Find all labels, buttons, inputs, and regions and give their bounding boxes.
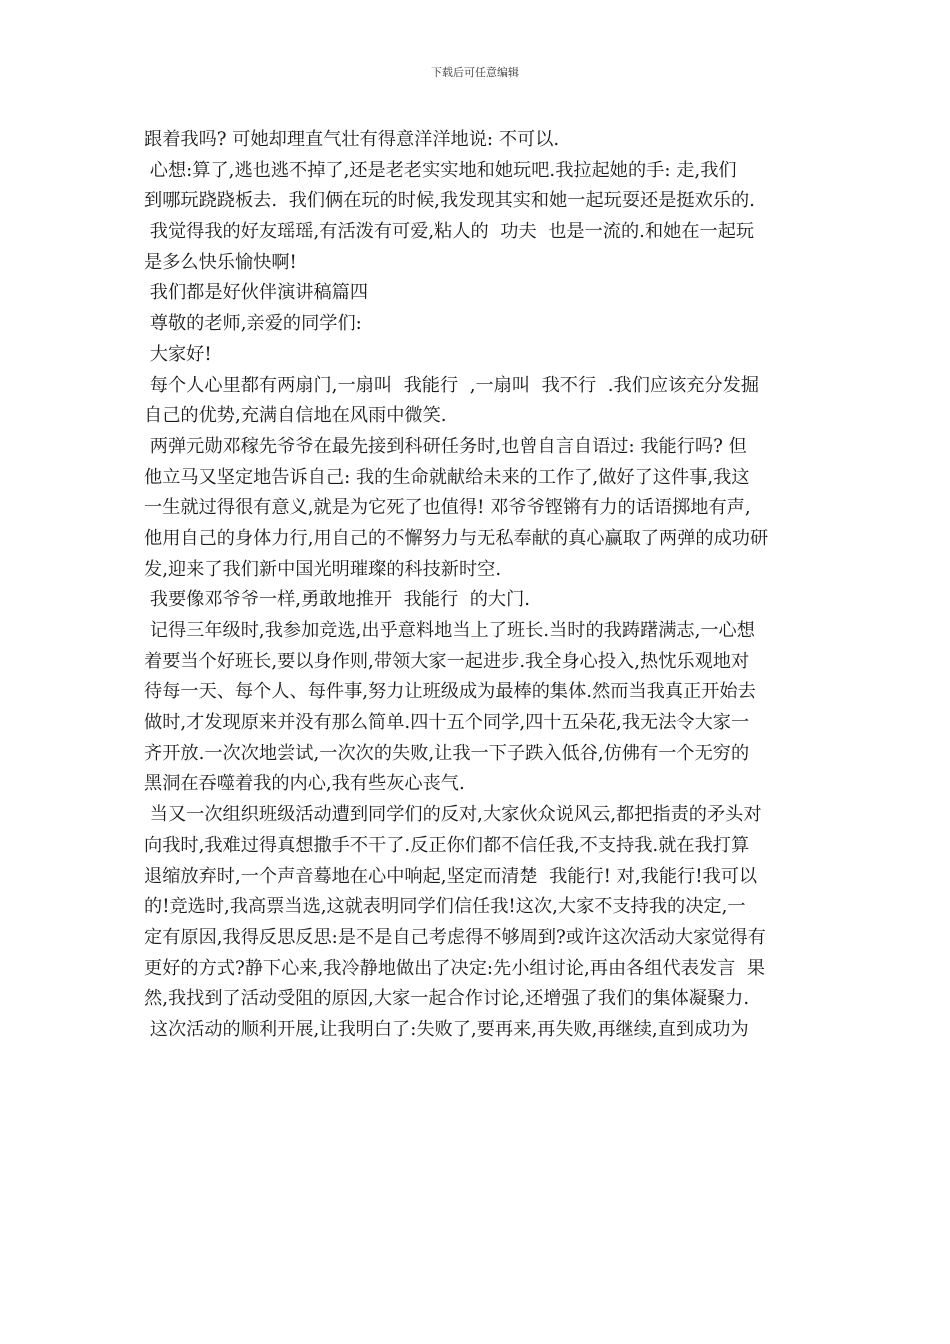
document-body [144,125,810,1046]
text-line-11: 两弹元勋邓稼先爷爷在最先接到科研任务时,也曾自言自语过: 我能行吗? 但 [144,435,747,457]
text-line-5: 是多么快乐愉快啊! [144,251,297,273]
text-line-12: 他立马又坚定地告诉自己: 我的生命就献给未来的工作了,做好了这件事,我这 [144,466,750,488]
text-line-14: 他用自己的身体力行,用自己的不懈努力与无私奉献的真心赢取了两弹的成功研 [144,527,769,549]
text-line-21: 齐开放.一次次地尝试,一次次的失败,让我一下子跌入低谷,仿佛有一个无穷的 [144,742,750,764]
text-line-3: 到哪玩跷跷板去. 我们俩在玩的时候,我发现其实和她一起玩耍还是挺欢乐的. [144,190,755,212]
salutation: 尊敬的老师,亲爱的同学们: [144,313,362,335]
text-line-24: 向我时,我难过得真想撒手不干了.反正你们都不信任我,不支持我.就在我打算 [144,834,750,856]
text-line-18: 着要当个好班长,要以身作则,带领大家一起进步.我全身心投入,热忱乐观地对 [144,650,750,672]
page-header: 下载后可任意编辑 [431,66,519,79]
text-line-29: 然,我找到了活动受阻的原因,大家一起合作讨论,还增强了我们的集体凝聚力. [144,988,750,1010]
text-line-4: 我觉得我的好友瑶瑶,有活泼有可爱,粘人的 功夫 也是一流的.和她在一起玩 [144,221,755,243]
text-line-30: 这次活动的顺利开展,让我明白了:失败了,要再来,再失败,再继续,直到成功为 [144,1018,749,1040]
text-line-15: 发,迎来了我们新中国光明璀璨的科技新时空. [144,558,502,580]
text-line-25: 退缩放弃时,一个声音蓦地在心中响起,坚定而清楚 我能行! 对,我能行!我可以 [144,865,758,887]
text-line-17: 记得三年级时,我参加竞选,出乎意料地当上了班长.当时的我踌躇满志,一心想 [144,620,755,641]
text-line-2: 心想:算了,逃也逃不掉了,还是老老实实地和她玩吧.我拉起她的手: 走,我们 [144,159,737,181]
text-line-27: 定有原因,我得反思反思:是不是自己考虑得不够周到?或许这次活动大家觉得有 [144,926,766,948]
text-line-22: 黑洞在吞噬着我的内心,我有些灰心丧气. [144,773,465,795]
text-line-1: 跟着我吗? 可她却理直气壮有得意洋洋地说: 不可以. [144,129,560,150]
text-line-26: 的!竞选时,我高票当选,这就表明同学们信任我!这次,大家不支持我的决定,一 [144,896,746,918]
text-line-13: 一生就过得很有意义,就是为它死了也值得! 邓爷爷铿锵有力的话语掷地有声, [144,497,751,519]
text-line-16: 我要像邓爷爷一样,勇敢地推开 我能行 的大门. [144,589,531,611]
text-line-20: 做时,才发现原来并没有那么简单.四十五个同学,四十五朵花,我无法令大家一 [144,712,750,734]
text-line-10: 自己的优势,充满自信地在风雨中微笑. [144,405,447,427]
section-heading: 我们都是好伙伴演讲稿篇四 [144,282,369,304]
text-line-23: 当又一次组织班级活动遭到同学们的反对,大家伙众说风云,都把指责的矛头对 [144,804,762,826]
text-line-28: 更好的方式?静下心来,我冷静地做出了决定:先小组讨论,再由各组代表发言 果 [144,957,766,979]
text-line-19: 待每一天、每个人、每件事,努力让班级成为最棒的集体.然而当我真正开始去 [144,681,756,703]
text-line-9: 每个人心里都有两扇门,一扇叫 我能行 ,一扇叫 我不行 .我们应该充分发掘 [144,374,760,396]
greeting: 大家好! [144,343,212,365]
